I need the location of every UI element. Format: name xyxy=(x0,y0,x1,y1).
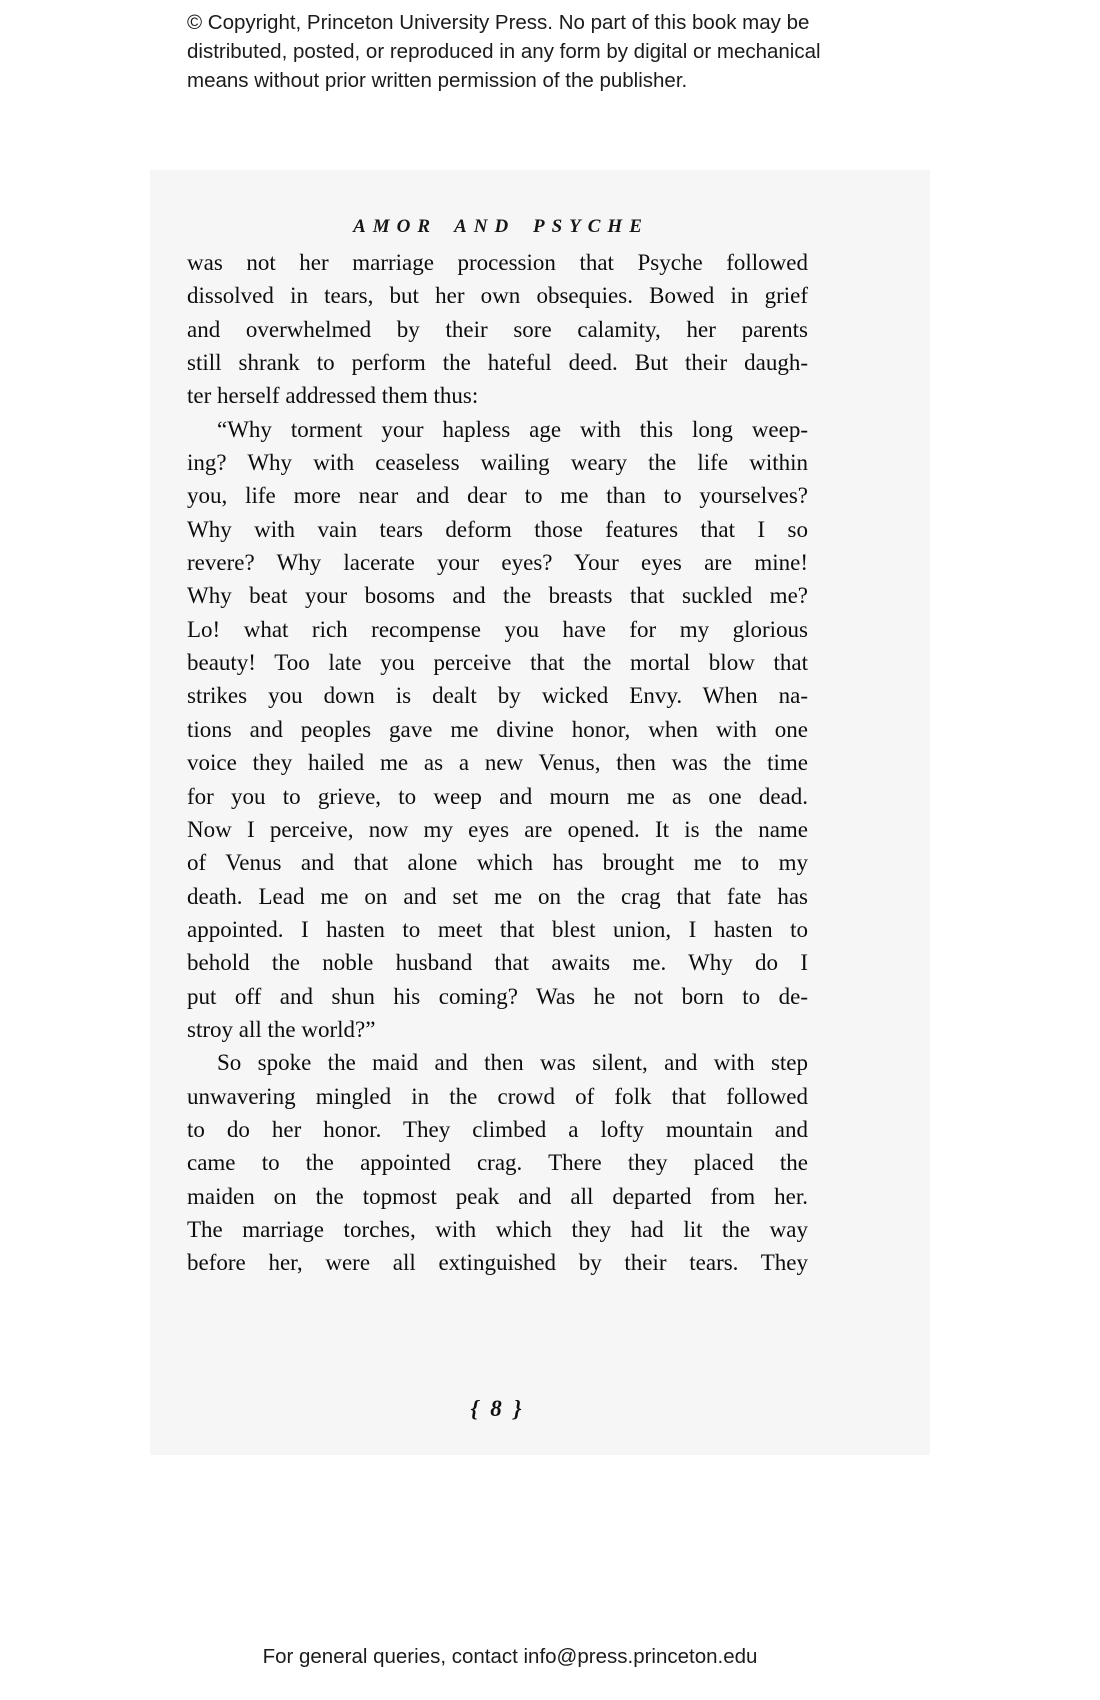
text-line: came to the appointed crag. There they placed the xyxy=(187,1150,808,1176)
text-line: before her, were all extinguished by their tears. They xyxy=(187,1250,808,1276)
text-line: death. Lead me on and set me on the crag that fate has xyxy=(187,883,808,909)
page-number: { 8 } xyxy=(470,1396,525,1421)
text-line: ing? Why with ceaseless wailing weary the life within xyxy=(187,450,808,476)
text-line: maiden on the topmost peak and all departed from her. xyxy=(187,1183,808,1209)
copyright-line: means without prior written permission of the publisher. xyxy=(187,69,688,92)
text-line: you, life more near and dear to me than to yourselves? xyxy=(187,483,808,509)
text-line: behold the noble husband that awaits me. Why do I xyxy=(187,950,808,976)
text-line: The marriage torches, with which they had lit the way xyxy=(187,1216,808,1242)
text-line: Why with vain tears deform those features that I so xyxy=(187,516,808,542)
text-line: revere? Why lacerate your eyes? Your eyes are mine! xyxy=(187,550,808,576)
text-line: was not her marriage procession that Psyche followed xyxy=(187,250,808,275)
copyright-line: © Copyright, Princeton University Press. No part of this book may be xyxy=(187,11,810,34)
paragraph xyxy=(187,1046,808,1279)
text-line: beauty! Too late you perceive that the mortal blow that xyxy=(187,650,808,676)
text-line: voice they hailed me as a new Venus, then was the time xyxy=(187,750,808,776)
copyright-line: distributed, posted, or reproduced in any form by digital or mechanical xyxy=(187,40,821,63)
text-line: of Venus and that alone which has brought me to my xyxy=(187,850,808,876)
text-line: dissolved in tears, but her own obsequies. Bowed in grief xyxy=(187,283,808,309)
text-line: put off and shun his coming? Was he not born to de- xyxy=(187,983,808,1009)
text-line: appointed. I hasten to meet that blest union, I hasten to xyxy=(187,916,808,942)
body-text xyxy=(187,246,808,1280)
paragraph xyxy=(187,413,808,1047)
running-head: AMOR AND PSYCHE xyxy=(353,216,649,237)
text-line: So spoke the maid and then was silent, and with step xyxy=(217,1050,808,1076)
text-line: and overwhelmed by their sore calamity, her parents xyxy=(187,316,808,342)
text-line: strikes you down is dealt by wicked Envy. When na- xyxy=(187,683,808,709)
copyright-notice xyxy=(187,8,867,95)
text-line: for you to grieve, to weep and mourn me as one dead. xyxy=(187,783,808,809)
text-line: “Why torment your hapless age with this long weep- xyxy=(217,416,808,442)
scanned-book-page xyxy=(150,170,930,1455)
text-line: Lo! what rich recompense you have for my glorious xyxy=(187,616,808,642)
paragraph xyxy=(187,246,808,413)
text-line: Now I perceive, now my eyes are opened. It is the name xyxy=(187,816,808,842)
text-line: to do her honor. They climbed a lofty mountain and xyxy=(187,1116,808,1142)
text-line: tions and peoples gave me divine honor, when with one xyxy=(187,716,808,742)
text-line: ter herself addressed them thus: xyxy=(187,383,479,409)
text-line: stroy all the world?” xyxy=(187,1016,376,1042)
text-line: unwavering mingled in the crowd of folk that followed xyxy=(187,1083,808,1109)
text-line: still shrank to perform the hateful deed. But their daugh- xyxy=(187,350,808,376)
text-line: Why beat your bosoms and the breasts that suckled me? xyxy=(187,583,808,609)
footer-contact-line: For general queries, contact info@press.princeton.edu xyxy=(262,1645,758,1668)
